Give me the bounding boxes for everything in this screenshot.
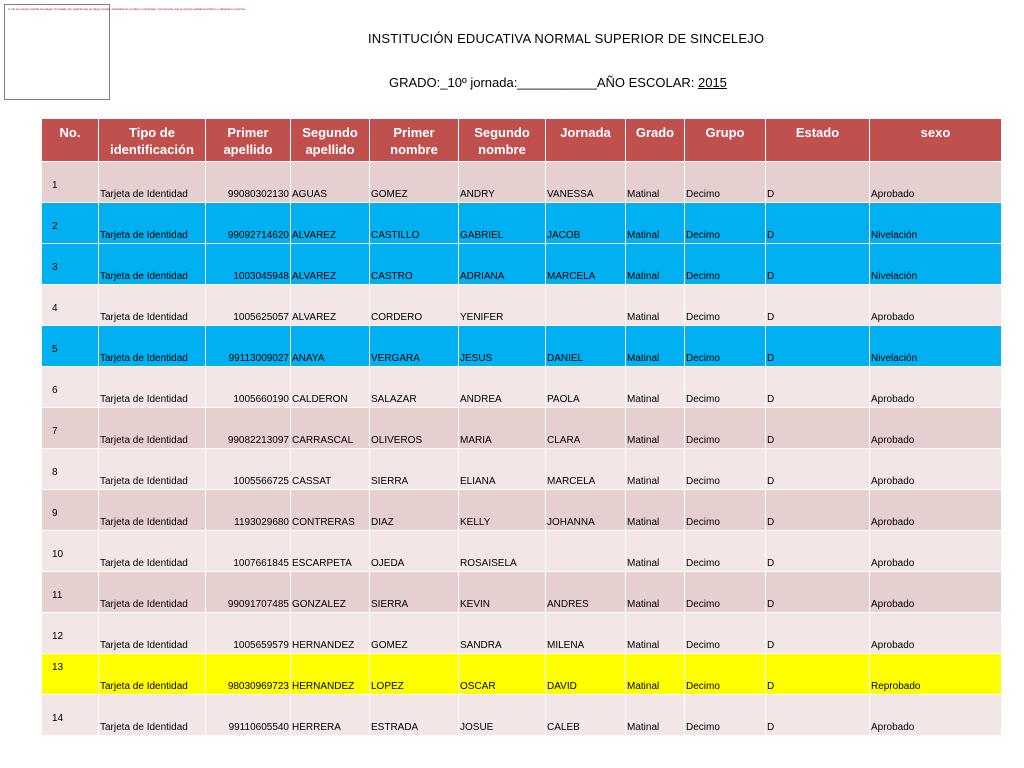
cell-grupo: D xyxy=(766,285,870,326)
table-row xyxy=(42,367,1002,408)
cell-primer-apellido: ALVAREZ xyxy=(291,244,370,285)
cell-grupo: D xyxy=(766,367,870,408)
cell-segundo-nombre: MARCELA xyxy=(546,449,626,490)
table-body xyxy=(42,162,1002,736)
cell-estado: Aprobado xyxy=(870,613,1002,654)
cell-jornada: Matinal xyxy=(626,654,685,695)
cell-jornada: Matinal xyxy=(626,695,685,736)
cell-grupo: D xyxy=(766,203,870,244)
cell-grado: Decimo xyxy=(685,326,766,367)
cell-segundo-nombre: MARCELA xyxy=(546,244,626,285)
cell-primer-nombre: YENIFER xyxy=(459,285,546,326)
cell-jornada: Matinal xyxy=(626,203,685,244)
cell-segundo-nombre: VANESSA xyxy=(546,162,626,203)
cell-tipo-identificacion: Tarjeta de Identidad xyxy=(99,654,206,695)
cell-estado: Reprobado xyxy=(870,654,1002,695)
cell-grado: Decimo xyxy=(685,531,766,572)
cell-tipo-identificacion: Tarjeta de Identidad xyxy=(99,367,206,408)
table-row xyxy=(42,285,1002,326)
cell-id-number: 99110605540 xyxy=(206,695,291,736)
cell-jornada: Matinal xyxy=(626,408,685,449)
cell-segundo-apellido: SALAZAR xyxy=(370,367,459,408)
cell-primer-apellido: ESCARPETA xyxy=(291,531,370,572)
cell-jornada: Matinal xyxy=(626,613,685,654)
cell-segundo-apellido: CASTILLO xyxy=(370,203,459,244)
cell-segundo-apellido: LOPEZ xyxy=(370,654,459,695)
cell-jornada: Matinal xyxy=(626,285,685,326)
cell-tipo-identificacion: Tarjeta de Identidad xyxy=(99,408,206,449)
cell-jornada: Matinal xyxy=(626,490,685,531)
cell-segundo-nombre: CLARA xyxy=(546,408,626,449)
cell-primer-apellido: GONZALEZ xyxy=(291,572,370,613)
cell-estado: Aprobado xyxy=(870,162,1002,203)
cell-primer-apellido: CASSAT xyxy=(291,449,370,490)
logo-placeholder xyxy=(4,4,246,100)
cell-segundo-nombre: ANDRES xyxy=(546,572,626,613)
cell-tipo-identificacion: Tarjeta de Identidad xyxy=(99,326,206,367)
cell-primer-nombre: ADRIANA xyxy=(459,244,546,285)
cell-segundo-nombre: JACOB xyxy=(546,203,626,244)
grade-info: GRADO:_10º jornada:___________AÑO ESCOLAR: xyxy=(389,75,698,90)
col-header-primer-nombre: Primer nombre xyxy=(370,119,459,162)
col-header-primer-apellido: Primer apellido xyxy=(206,119,291,162)
table-row xyxy=(42,244,1002,285)
cell-grado: Decimo xyxy=(685,244,766,285)
cell-segundo-apellido: SIERRA xyxy=(370,572,459,613)
cell-grupo: D xyxy=(766,613,870,654)
cell-segundo-apellido: GOMEZ xyxy=(370,162,459,203)
cell-grado: Decimo xyxy=(685,367,766,408)
cell-segundo-apellido: VERGARA xyxy=(370,326,459,367)
cell-estado: Aprobado xyxy=(870,285,1002,326)
cell-no: 2 xyxy=(42,203,99,244)
cell-segundo-nombre: CALEB xyxy=(546,695,626,736)
cell-no: 5 xyxy=(42,326,99,367)
cell-id-number: 1193029680 xyxy=(206,490,291,531)
cell-grupo: D xyxy=(766,449,870,490)
cell-no: 11 xyxy=(42,572,99,613)
cell-primer-nombre: ROSAISELA xyxy=(459,531,546,572)
cell-grado: Decimo xyxy=(685,490,766,531)
cell-primer-nombre: KEVIN xyxy=(459,572,546,613)
col-header-grado: Grado xyxy=(626,119,685,162)
table-row xyxy=(42,695,1002,736)
header-row xyxy=(42,119,1002,162)
cell-id-number: 1005660190 xyxy=(206,367,291,408)
cell-primer-apellido: ALVAREZ xyxy=(291,203,370,244)
cell-id-number: 1005659579 xyxy=(206,613,291,654)
cell-primer-nombre: OSCAR xyxy=(459,654,546,695)
cell-no: 6 xyxy=(42,367,99,408)
cell-primer-nombre: JESUS xyxy=(459,326,546,367)
cell-id-number: 99113009027 xyxy=(206,326,291,367)
broken-image-icon: ✕ No se puede mostrar la imagen vinculada. Es posible que se haya movido, cambiado de nombre o eliminado. Compruebe que el vínculo señala al archivo y ubicación correctos. xyxy=(8,7,246,11)
cell-grupo: D xyxy=(766,162,870,203)
table-row xyxy=(42,490,1002,531)
cell-tipo-identificacion: Tarjeta de Identidad xyxy=(99,162,206,203)
cell-grado: Decimo xyxy=(685,285,766,326)
cell-primer-nombre: KELLY xyxy=(459,490,546,531)
cell-primer-apellido: CALDERON xyxy=(291,367,370,408)
cell-estado: Aprobado xyxy=(870,449,1002,490)
cell-no: 8 xyxy=(42,449,99,490)
cell-primer-apellido: CONTRERAS xyxy=(291,490,370,531)
cell-id-number: 1005566725 xyxy=(206,449,291,490)
cell-jornada: Matinal xyxy=(626,531,685,572)
cell-no: 14 xyxy=(42,695,99,736)
cell-no: 10 xyxy=(42,531,99,572)
cell-tipo-identificacion: Tarjeta de Identidad xyxy=(99,244,206,285)
cell-estado: Nivelación xyxy=(870,326,1002,367)
cell-grado: Decimo xyxy=(685,449,766,490)
cell-grado: Decimo xyxy=(685,613,766,654)
cell-grado: Decimo xyxy=(685,203,766,244)
cell-jornada: Matinal xyxy=(626,572,685,613)
grade-line xyxy=(389,75,727,90)
cell-grupo: D xyxy=(766,408,870,449)
cell-primer-apellido: ALVAREZ xyxy=(291,285,370,326)
cell-segundo-nombre: DANIEL xyxy=(546,326,626,367)
cell-estado: Aprobado xyxy=(870,695,1002,736)
table-row xyxy=(42,613,1002,654)
table-row xyxy=(42,408,1002,449)
col-header-estado: Estado xyxy=(766,119,870,162)
table-row xyxy=(42,326,1002,367)
cell-id-number: 1005625057 xyxy=(206,285,291,326)
cell-id-number: 99080302130 xyxy=(206,162,291,203)
cell-primer-nombre: SANDRA xyxy=(459,613,546,654)
cell-primer-nombre: ANDRY xyxy=(459,162,546,203)
school-year: 2015 xyxy=(697,75,727,90)
cell-tipo-identificacion: Tarjeta de Identidad xyxy=(99,572,206,613)
cell-grupo: D xyxy=(766,531,870,572)
cell-jornada: Matinal xyxy=(626,449,685,490)
cell-segundo-apellido: GOMEZ xyxy=(370,613,459,654)
cell-grado: Decimo xyxy=(685,654,766,695)
cell-grado: Decimo xyxy=(685,695,766,736)
col-header-jornada: Jornada xyxy=(546,119,626,162)
cell-primer-apellido: HERRERA xyxy=(291,695,370,736)
cell-id-number: 99091707485 xyxy=(206,572,291,613)
cell-segundo-apellido: CORDERO xyxy=(370,285,459,326)
cell-primer-apellido: ANAYA xyxy=(291,326,370,367)
cell-estado: Aprobado xyxy=(870,408,1002,449)
cell-primer-apellido: HERNANDEZ xyxy=(291,613,370,654)
cell-tipo-identificacion: Tarjeta de Identidad xyxy=(99,490,206,531)
cell-segundo-apellido: OLIVEROS xyxy=(370,408,459,449)
cell-primer-nombre: ELIANA xyxy=(459,449,546,490)
cell-tipo-identificacion: Tarjeta de Identidad xyxy=(99,449,206,490)
student-table xyxy=(41,118,1002,736)
cell-jornada: Matinal xyxy=(626,367,685,408)
cell-no: 4 xyxy=(42,285,99,326)
cell-no: 3 xyxy=(42,244,99,285)
cell-primer-nombre: GABRIEL xyxy=(459,203,546,244)
cell-estado: Aprobado xyxy=(870,367,1002,408)
cell-id-number: 1007661845 xyxy=(206,531,291,572)
cell-id-number: 1003045948 xyxy=(206,244,291,285)
cell-jornada: Matinal xyxy=(626,162,685,203)
cell-primer-apellido: AGUAS xyxy=(291,162,370,203)
cell-grupo: D xyxy=(766,490,870,531)
cell-id-number: 99082213097 xyxy=(206,408,291,449)
cell-no: 9 xyxy=(42,490,99,531)
cell-primer-nombre: MARIA xyxy=(459,408,546,449)
cell-grupo: D xyxy=(766,244,870,285)
cell-segundo-nombre xyxy=(546,531,626,572)
cell-no: 13 xyxy=(42,654,99,695)
table-row xyxy=(42,654,1002,695)
cell-grado: Decimo xyxy=(685,408,766,449)
cell-no: 1 xyxy=(42,162,99,203)
cell-jornada: Matinal xyxy=(626,244,685,285)
cell-tipo-identificacion: Tarjeta de Identidad xyxy=(99,285,206,326)
cell-id-number: 99092714620 xyxy=(206,203,291,244)
table-row xyxy=(42,572,1002,613)
cell-no: 7 xyxy=(42,408,99,449)
cell-grupo: D xyxy=(766,326,870,367)
table-row xyxy=(42,162,1002,203)
cell-segundo-nombre: MILENA xyxy=(546,613,626,654)
cell-tipo-identificacion: Tarjeta de Identidad xyxy=(99,531,206,572)
cell-estado: Aprobado xyxy=(870,572,1002,613)
cell-grupo: D xyxy=(766,654,870,695)
cell-segundo-nombre: JOHANNA xyxy=(546,490,626,531)
table-row xyxy=(42,531,1002,572)
cell-tipo-identificacion: Tarjeta de Identidad xyxy=(99,695,206,736)
cell-estado: Nivelación xyxy=(870,203,1002,244)
cell-primer-nombre: JOSUE xyxy=(459,695,546,736)
col-header-segundo-apellido: Segundo apellido xyxy=(291,119,370,162)
col-header-tipo: Tipo de identificación xyxy=(99,119,206,162)
cell-id-number: 98030969723 xyxy=(206,654,291,695)
cell-grupo: D xyxy=(766,572,870,613)
table-row xyxy=(42,203,1002,244)
cell-segundo-nombre xyxy=(546,285,626,326)
cell-estado: Nivelación xyxy=(870,244,1002,285)
cell-segundo-nombre: DAVID xyxy=(546,654,626,695)
cell-segundo-apellido: OJEDA xyxy=(370,531,459,572)
institution-title: INSTITUCIÓN EDUCATIVA NORMAL SUPERIOR DE SINCELEJO xyxy=(368,31,765,46)
col-header-sexo: sexo xyxy=(870,119,1002,162)
cell-segundo-apellido: ESTRADA xyxy=(370,695,459,736)
logo-alt-text: No se puede mostrar la imagen vinculada. Es posible que se haya movido, cambiado de nombre o eliminado. Compruebe que el vínculo señala al archivo y ubicación correctos. xyxy=(11,7,246,11)
cell-primer-nombre: ANDREA xyxy=(459,367,546,408)
cell-tipo-identificacion: Tarjeta de Identidad xyxy=(99,613,206,654)
cell-jornada: Matinal xyxy=(626,326,685,367)
cell-estado: Aprobado xyxy=(870,490,1002,531)
cell-no: 12 xyxy=(42,613,99,654)
col-header-grupo: Grupo xyxy=(685,119,766,162)
cell-grupo: D xyxy=(766,695,870,736)
col-header-segundo-nombre: Segundo nombre xyxy=(459,119,546,162)
col-header-no: No. xyxy=(42,119,99,162)
cell-grado: Decimo xyxy=(685,162,766,203)
cell-segundo-apellido: DIAZ xyxy=(370,490,459,531)
cell-segundo-nombre: PAOLA xyxy=(546,367,626,408)
cell-tipo-identificacion: Tarjeta de Identidad xyxy=(99,203,206,244)
cell-estado: Aprobado xyxy=(870,531,1002,572)
cell-primer-apellido: HERNANDEZ xyxy=(291,654,370,695)
cell-segundo-apellido: SIERRA xyxy=(370,449,459,490)
cell-primer-apellido: CARRASCAL xyxy=(291,408,370,449)
cell-segundo-apellido: CASTRO xyxy=(370,244,459,285)
cell-grado: Decimo xyxy=(685,572,766,613)
table-row xyxy=(42,449,1002,490)
